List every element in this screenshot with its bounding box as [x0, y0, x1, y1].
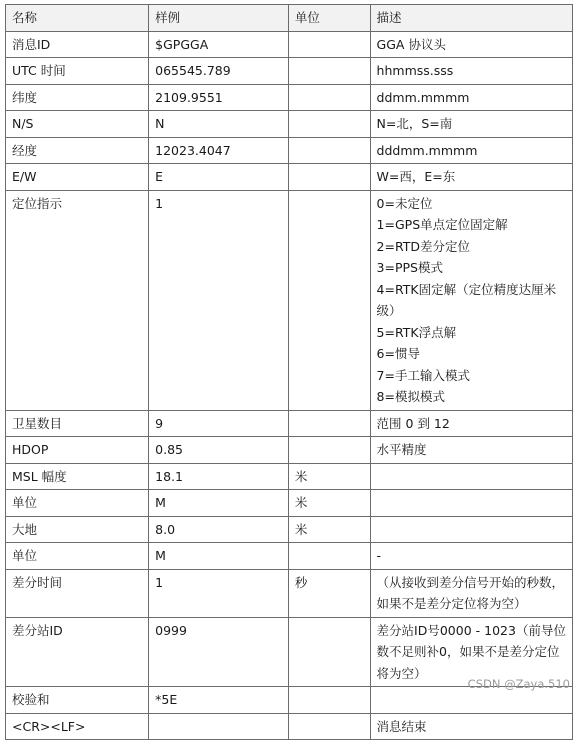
- cell-sample: *5E: [149, 687, 289, 714]
- table-row: [6, 713, 573, 740]
- cell-sample: 2109.9551: [149, 84, 289, 111]
- gga-field-table: [5, 4, 573, 740]
- cell-name: 单位: [6, 543, 149, 570]
- cell-name: N/S: [6, 111, 149, 138]
- cell-desc: 差分站ID号0000 - 1023（前导位数不足则补0，如果不是差分定位将为空）: [370, 617, 572, 687]
- cell-name: 定位指示: [6, 190, 149, 410]
- cell-sample: M: [149, 543, 289, 570]
- cell-sample: 0999: [149, 617, 289, 687]
- cell-sample: 18.1: [149, 463, 289, 490]
- table-row: [6, 569, 573, 617]
- table-row: [6, 516, 573, 543]
- cell-unit: [288, 543, 370, 570]
- cell-desc: 水平精度: [370, 437, 572, 464]
- cell-unit: [288, 410, 370, 437]
- cell-unit: 米: [288, 516, 370, 543]
- cell-unit: 米: [288, 490, 370, 517]
- cell-unit: [288, 84, 370, 111]
- cell-desc: （从接收到差分信号开始的秒数，如果不是差分定位将为空）: [370, 569, 572, 617]
- cell-sample: 9: [149, 410, 289, 437]
- cell-name: 消息ID: [6, 31, 149, 58]
- cell-unit: [288, 137, 370, 164]
- header-name: 名称: [6, 5, 149, 32]
- cell-name: <CR><LF>: [6, 713, 149, 740]
- cell-desc: [370, 490, 572, 517]
- cell-name: E/W: [6, 164, 149, 191]
- table-row: [6, 31, 573, 58]
- table-header-row: [6, 5, 573, 32]
- cell-unit: [288, 713, 370, 740]
- cell-unit: 秒: [288, 569, 370, 617]
- cell-unit: [288, 617, 370, 687]
- cell-sample: 0.85: [149, 437, 289, 464]
- cell-name: 差分站ID: [6, 617, 149, 687]
- cell-name: MSL 幅度: [6, 463, 149, 490]
- fix-mode-line: 6=惯导: [376, 346, 420, 361]
- cell-desc: W=西，E=东: [370, 164, 572, 191]
- fix-mode-line: 0=未定位: [376, 195, 433, 211]
- cell-name: HDOP: [6, 437, 149, 464]
- cell-desc: dddmm.mmmm: [370, 137, 572, 164]
- fix-mode-line: 5=RTK浮点解: [376, 324, 457, 340]
- header-sample: 样例: [149, 5, 289, 32]
- cell-name: 差分时间: [6, 569, 149, 617]
- table-row: [6, 111, 573, 138]
- cell-unit: [288, 31, 370, 58]
- cell-desc: ddmm.mmmm: [370, 84, 572, 111]
- cell-desc: [370, 463, 572, 490]
- cell-unit: [288, 687, 370, 714]
- header-desc: 描述: [370, 5, 572, 32]
- table-row: [6, 437, 573, 464]
- cell-unit: [288, 437, 370, 464]
- fix-mode-line: 4=RTK固定解（定位精度达厘米级）: [376, 281, 557, 318]
- cell-name: 校验和: [6, 687, 149, 714]
- fix-mode-line: 8=模拟模式: [376, 389, 445, 404]
- fix-mode-line: 2=RTD差分定位: [376, 238, 471, 254]
- cell-unit: [288, 111, 370, 138]
- cell-name: 纬度: [6, 84, 149, 111]
- table-row: [6, 543, 573, 570]
- cell-sample: 065545.789: [149, 58, 289, 85]
- cell-sample: 1: [149, 569, 289, 617]
- table-row: [6, 58, 573, 85]
- table-row: [6, 84, 573, 111]
- table-row: [6, 463, 573, 490]
- cell-sample: 8.0: [149, 516, 289, 543]
- table-row: [6, 410, 573, 437]
- cell-unit: 米: [288, 463, 370, 490]
- cell-name: 单位: [6, 490, 149, 517]
- cell-name: 经度: [6, 137, 149, 164]
- cell-desc: hhmmss.sss: [370, 58, 572, 85]
- fix-mode-line: 3=PPS模式: [376, 260, 443, 275]
- header-unit: 单位: [288, 5, 370, 32]
- cell-name: UTC 时间: [6, 58, 149, 85]
- cell-unit: [288, 190, 370, 410]
- cell-sample: $GPGGA: [149, 31, 289, 58]
- cell-desc: 消息结束: [370, 713, 572, 740]
- table-row: [6, 137, 573, 164]
- csdn-watermark: CSDN @Zaya.510: [467, 677, 570, 691]
- cell-desc: [370, 516, 572, 543]
- table-row: [6, 164, 573, 191]
- cell-desc-fix-modes: [370, 190, 572, 410]
- cell-sample: 1: [149, 190, 289, 410]
- cell-desc: -: [370, 543, 572, 570]
- cell-unit: [288, 164, 370, 191]
- table-row: [6, 490, 573, 517]
- fix-mode-line: 7=手工输入模式: [376, 367, 470, 383]
- cell-desc: 范围 0 到 12: [370, 410, 572, 437]
- cell-desc: GGA 协议头: [370, 31, 572, 58]
- cell-name: 大地: [6, 516, 149, 543]
- cell-sample: E: [149, 164, 289, 191]
- cell-desc: N=北，S=南: [370, 111, 572, 138]
- table-row: [6, 190, 573, 410]
- fix-mode-line: 1=GPS单点定位固定解: [376, 217, 508, 232]
- cell-name: 卫星数目: [6, 410, 149, 437]
- cell-unit: [288, 58, 370, 85]
- cell-sample: M: [149, 490, 289, 517]
- cell-sample: N: [149, 111, 289, 138]
- cell-sample: 12023.4047: [149, 137, 289, 164]
- cell-sample: [149, 713, 289, 740]
